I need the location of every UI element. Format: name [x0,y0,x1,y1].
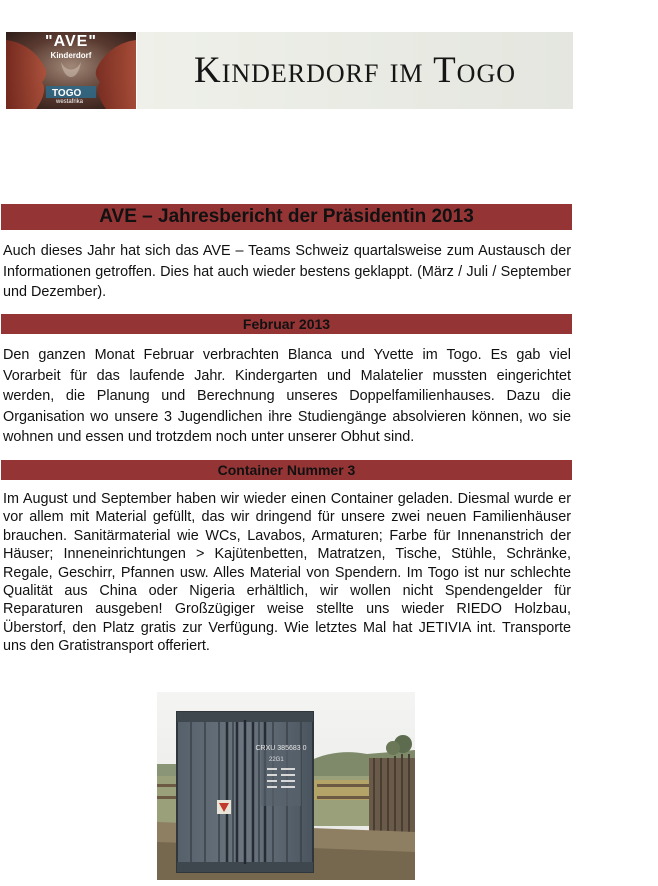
banner-title-box [137,32,573,109]
logo-region: westafrika [56,99,84,105]
logo-country: TOGO [52,88,82,99]
banner-title: Kinderdorf im Togo [193,50,517,91]
logo-title: "AVE" [45,33,97,50]
intro-paragraph: Auch dieses Jahr hat sich das AVE – Teams Schweiz quartalsweise zum Austausch der Informationen getroffen. Dies hat auch wieder bestens geklappt. (März / Juli / September und Dezember). [3,243,571,300]
logo-subtitle: Kinderdorf [50,51,92,60]
container-code: CRXU 385683 0 [255,745,307,752]
section-heading-container: Container Nummer 3 [1,460,572,480]
container-paragraph: Im August und September haben wir wieder einen Container geladen. Diesmal wurde er vor allem mit Material gefüllt, das wir dringend für unsere zwei neuen Familienhäuser brauchen. Sanitärmaterial wie WCs, Lavabos, Armaturen; Farbe für Innenanstrich der Häuser; Inneneinrichtungen > Kajütenbetten, Matratzen, Tische, Stühle, Schränke, Regale, Geschirr, Pfannen usw. Alles Material von Spendern. Im Togo ist nur schlechte Qualität aus China oder Nigeria erhältlich, wir wollen nicht Spendengelder für Reparaturen ausgeben! Großzügiger weise stellte uns wieder RIEDO Holzbau, Überstorf, den Platz gratis zur Verfügung. Wie letztes Mal hat JETIVIA int. Transporte uns den Gratistransport offeriert. [3,491,571,655]
container-photo [157,692,415,880]
february-paragraph: Den ganzen Monat Februar verbrachten Blanca und Yvette im Togo. Es gab viel Vorarbeit für das laufende Jahr. Kindergarten und Malatelier mussten eingerichtet werden, die Planung und Berechnung unseres Doppelfamilienhauses. Dazu die Organisation wo unsere 3 Jugendlichen ihre Studiengänge absolvieren können, wo sie wohnen und essen und trotzdem noch unter unserer Obhut sind. [3,347,571,445]
container-type: 22G1 [269,757,284,763]
section-heading-february: Februar 2013 [1,314,572,334]
report-title: AVE – Jahresbericht der Präsidentin 2013 [1,204,572,230]
container-photo-image [157,692,415,880]
header-banner [6,32,573,109]
logo [6,32,136,109]
